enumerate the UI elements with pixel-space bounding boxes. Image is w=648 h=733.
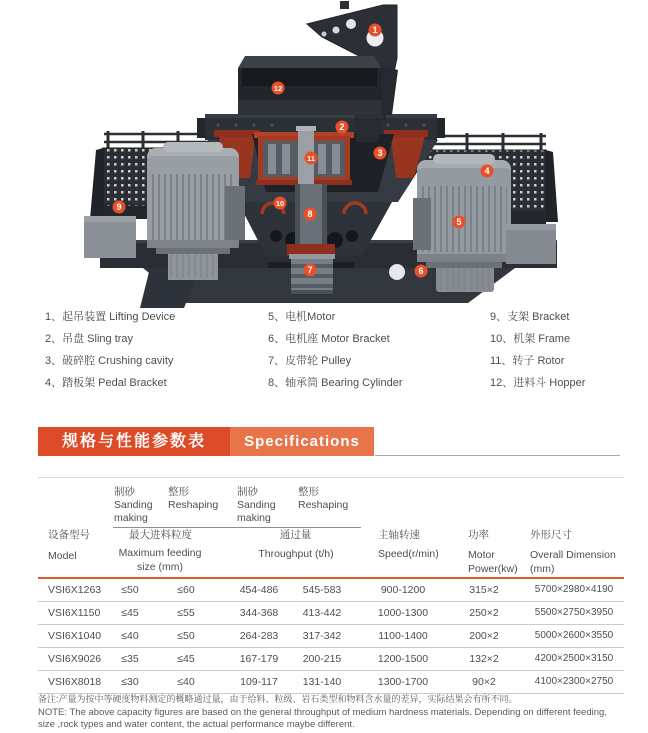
- cell-speed: 1300-1700: [377, 676, 429, 688]
- cell-tp-shape: 200-215: [302, 653, 342, 665]
- spec-table: [38, 477, 624, 694]
- cell-tp-shape: 317-342: [302, 630, 342, 642]
- cell-speed: 1200-1500: [377, 653, 429, 665]
- table-row: [38, 671, 624, 694]
- svg-text:8: 8: [307, 209, 313, 220]
- marker-9: [113, 201, 126, 214]
- cell-power: 132×2: [469, 653, 499, 665]
- svg-text:1: 1: [372, 25, 378, 36]
- cell-feed-shape: ≤40: [177, 676, 195, 688]
- marker-1: [369, 24, 382, 37]
- cell-speed: 900-1200: [380, 584, 426, 596]
- cell-model: VSI6X1263: [48, 584, 102, 596]
- marker-4: [481, 165, 494, 178]
- legend-item: 5、电机Motor: [268, 311, 336, 323]
- col-speed-en: Speed(r/min): [378, 548, 439, 560]
- col-throughput-en: Throughput (t/h): [258, 548, 334, 560]
- cell-power: 90×2: [472, 676, 496, 688]
- cell-power: 250×2: [469, 607, 499, 619]
- svg-text:7: 7: [307, 265, 313, 276]
- col-dim-zh: 外形尺寸: [530, 529, 572, 541]
- subheader-rule: [113, 527, 361, 528]
- marker-3: [374, 147, 387, 160]
- machine-diagram: [0, 0, 648, 310]
- svg-text:12: 12: [273, 83, 283, 93]
- legend-item: 2、吊盘 Sling tray: [45, 333, 134, 345]
- section-title-en: Specifications: [230, 427, 374, 456]
- svg-text:6: 6: [418, 266, 424, 277]
- marker-8: [304, 208, 317, 221]
- legend-item: 1、起吊装置 Lifting Device: [45, 311, 176, 323]
- marker-12: [272, 82, 285, 95]
- legend-column-3: [490, 306, 585, 394]
- svg-text:2: 2: [339, 122, 345, 133]
- cell-tp-sand: 167-179: [239, 653, 279, 665]
- legend-item: 3、破碎腔 Crushing cavity: [45, 355, 174, 367]
- spec-table-header: [38, 477, 624, 579]
- legend-item: 10、机架 Frame: [490, 333, 571, 345]
- svg-text:4: 4: [484, 166, 490, 177]
- legend-item: 8、轴承筒 Bearing Cylinder: [268, 377, 403, 389]
- cell-dimension: 5700×2980×4190: [534, 584, 614, 595]
- cell-model: VSI6X1040: [48, 630, 102, 642]
- col-dim-en: Overall Dimension (mm): [530, 549, 616, 575]
- hopper: [238, 56, 398, 115]
- svg-text:9: 9: [116, 202, 122, 213]
- col-speed-zh: 主轴转速: [378, 529, 420, 541]
- svg-text:3: 3: [377, 148, 383, 159]
- legend-item: 11、转子 Rotor: [490, 355, 565, 367]
- table-row: [38, 602, 624, 625]
- cell-tp-sand: 264-283: [239, 630, 279, 642]
- cell-tp-sand: 454-486: [239, 584, 279, 596]
- table-row: [38, 648, 624, 671]
- col-power-en: Motor Power(kw): [468, 549, 518, 575]
- col-model-zh: 设备型号: [48, 529, 90, 541]
- cell-dimension: 5500×2750×3950: [534, 607, 614, 618]
- cell-tp-shape: 413-442: [302, 607, 342, 619]
- legend-item: 4、踏板架 Pedal Bracket: [45, 377, 167, 389]
- legend-column-2: [268, 306, 403, 394]
- legend-item: 7、皮带轮 Pulley: [268, 355, 352, 367]
- svg-text:5: 5: [456, 217, 462, 228]
- cell-power: 200×2: [469, 630, 499, 642]
- svg-text:10: 10: [275, 198, 285, 208]
- col-model-en: Model: [48, 550, 77, 562]
- cell-model: VSI6X1150: [48, 607, 101, 619]
- cell-dimension: 5000×2600×3550: [534, 630, 614, 641]
- marker-5: [453, 216, 466, 229]
- legend-column-1: [45, 306, 175, 394]
- legend-item: 12、进料斗 Hopper: [490, 377, 586, 389]
- col-feed-en: Maximum feeding size (mm): [118, 547, 202, 573]
- marker-7: [304, 264, 317, 277]
- cell-feed-shape: ≤60: [177, 584, 195, 596]
- table-row: [38, 579, 624, 602]
- cell-model: VSI6X8018: [48, 676, 102, 688]
- cell-model: VSI6X9026: [48, 653, 102, 665]
- cell-feed-shape: ≤50: [177, 630, 195, 642]
- cell-tp-sand: 109-117: [240, 676, 278, 688]
- legend-item: 6、电机座 Motor Bracket: [268, 333, 390, 345]
- cell-feed-shape: ≤45: [177, 653, 195, 665]
- cell-tp-shape: 545-583: [302, 584, 342, 596]
- cell-speed: 1000-1300: [377, 607, 429, 619]
- cell-tp-shape: 131-140: [302, 676, 342, 688]
- col-sanding-1: 制砂 Sanding making: [114, 486, 153, 524]
- cell-speed: 1100-1400: [378, 630, 428, 642]
- col-feed-zh: 最大进料粒度: [129, 529, 192, 541]
- cell-feed-sand: ≤50: [121, 584, 139, 596]
- section-title-zh: 规格与性能参数表: [38, 427, 230, 456]
- marker-2: [336, 121, 349, 134]
- marker-6: [415, 265, 428, 278]
- cell-power: 315×2: [469, 584, 499, 596]
- svg-text:11: 11: [307, 153, 315, 163]
- legend-item: 9、支架 Bracket: [490, 311, 570, 323]
- note-zh: 备注:产量为按中等硬度物料测定的概略通过量，由于给料、粒级、岩石类型和物料含水量的差异，实际结果会有所不同。: [38, 694, 518, 704]
- marker-10: [274, 197, 287, 210]
- rotor: [254, 126, 354, 185]
- col-power-zh: 功率: [468, 529, 489, 541]
- cell-feed-shape: ≤55: [177, 607, 195, 619]
- cell-dimension: 4100×2300×2750: [534, 676, 614, 687]
- note-en: NOTE: The above capacity figures are based on the general throughput of medium hardness materials. Depending on different feeding, size ,rock types and water content, the actual performance maybe different.: [38, 707, 607, 730]
- cell-feed-sand: ≤45: [121, 607, 139, 619]
- footnotes: [38, 693, 616, 730]
- header-rule-line: [375, 455, 620, 456]
- col-sanding-2: 制砂 Sanding making: [237, 486, 276, 524]
- cell-feed-sand: ≤30: [121, 676, 139, 688]
- marker-11: [305, 152, 318, 165]
- table-row: [38, 625, 624, 648]
- cell-tp-sand: 344-368: [239, 607, 279, 619]
- spec-table-body: [38, 579, 624, 694]
- col-reshaping-2: 整形 Reshaping: [298, 486, 349, 511]
- col-reshaping-1: 整形 Reshaping: [168, 486, 219, 511]
- cell-dimension: 4200×2500×3150: [534, 653, 614, 664]
- cell-feed-sand: ≤35: [121, 653, 139, 665]
- cell-feed-sand: ≤40: [121, 630, 139, 642]
- col-throughput-zh: 通过量: [279, 529, 312, 541]
